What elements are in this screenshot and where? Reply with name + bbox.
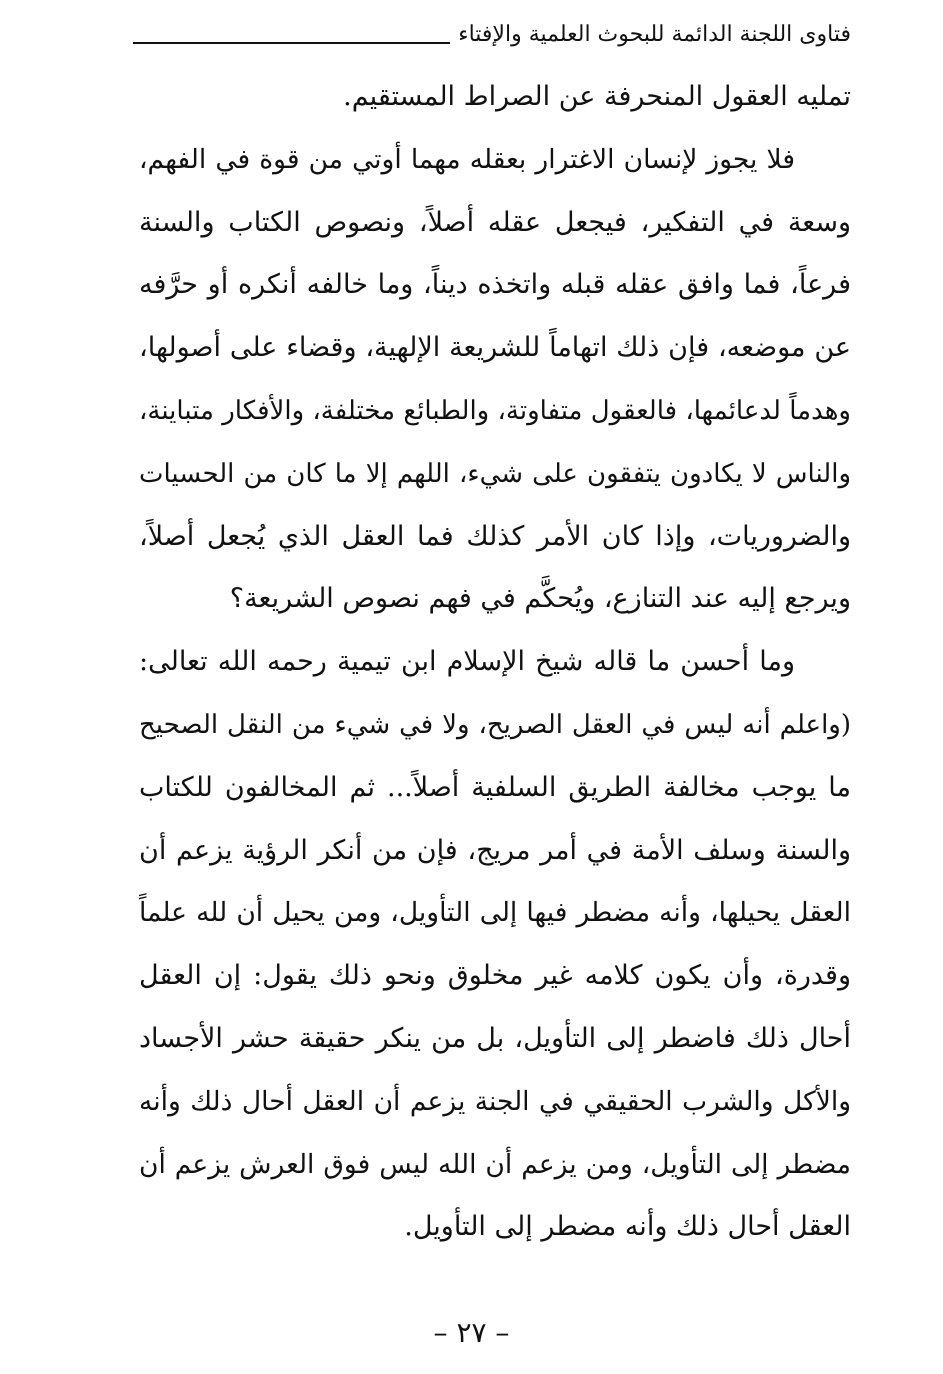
text-line: وسعة في التفكير، فيجعل عقله أصلاً، ونصوص الكتاب والسنة	[139, 206, 851, 238]
text-line: والأكل والشرب الحقيقي في الجنة يزعم أن العقل أحال ذلك وأنه	[139, 1085, 851, 1117]
header-title: فتاوى اللجنة الدائمة للبحوث العلمية والإفتاء	[458, 22, 851, 47]
text-line: والسنة وسلف الأمة في أمر مريج، فإن من أنكر الرؤية يزعم أن	[139, 834, 851, 866]
running-header	[133, 14, 851, 50]
text-line: وما أحسن ما قاله شيخ الإسلام ابن تيمية رحمه الله تعالى:	[139, 646, 795, 678]
text-line: والضروريات، وإذا كان الأمر كذلك فما العقل الذي يُجعل أصلاً،	[139, 520, 851, 552]
text-line: ويرجع إليه عند التنازع، ويُحكَّم في فهم نصوص الشريعة؟	[229, 583, 851, 615]
text-line: وهدماً لدعائمها، فالعقول متفاوتة، والطبائع مختلفة، والأفكار متباينة،	[139, 395, 851, 426]
text-line: العقل أحال ذلك وأنه مضطر إلى التأويل.	[404, 1211, 851, 1243]
text-line: فلا يجوز لإنسان الاغترار بعقله مهما أوتي من قوة في الفهم،	[139, 143, 795, 175]
page-number: – ٢٧ –	[433, 1316, 510, 1349]
text-line: ما يوجب مخالفة الطريق السلفية أصلاً... ثم المخالفون للكتاب	[139, 771, 851, 803]
text-line: (واعلم أنه ليس في العقل الصريح، ولا في شيء من النقل الصحيح	[139, 709, 851, 740]
text-line: فرعاً، فما وافق عقله قبله واتخذه ديناً، وما خالفه أنكره أو حرَّفه	[139, 269, 851, 301]
text-line: والناس لا يكادون يتفقون على شيء، اللهم إلا ما كان من الحسيات	[139, 458, 851, 489]
text-line: عن موضعه، فإن ذلك اتهاماً للشريعة الإلهية، وقضاء على أصولها،	[139, 332, 851, 364]
body-text	[139, 66, 851, 1259]
text-line: مضطر إلى التأويل، ومن يزعم أن الله ليس فوق العرش يزعم أن	[139, 1148, 851, 1180]
text-line: وقدرة، وأن يكون كلامه غير مخلوق ونحو ذلك يقول: إن العقل	[139, 960, 851, 992]
text-line: العقل يحيلها، وأنه مضطر فيها إلى التأويل، ومن يحيل أن لله علماً	[139, 897, 851, 929]
header-rule	[133, 42, 450, 44]
text-line: تمليه العقول المنحرفة عن الصراط المستقيم.	[343, 81, 851, 112]
text-line: أحال ذلك فاضطر إلى التأويل، بل من ينكر حقيقة حشر الأجساد	[139, 1022, 851, 1054]
